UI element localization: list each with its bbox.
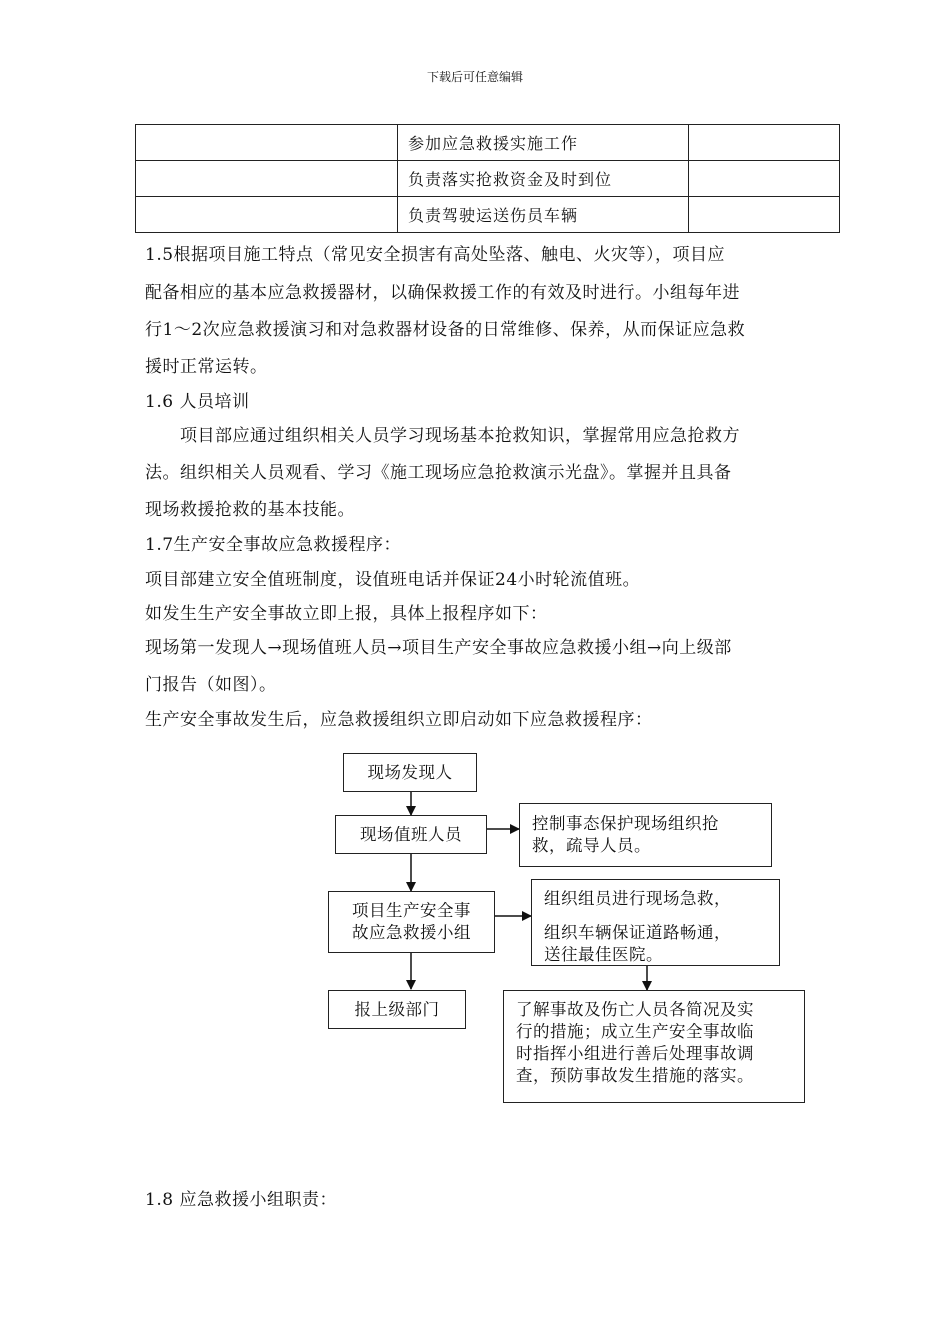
- paragraph-1-7-line: 门报告（如图）。: [145, 675, 277, 695]
- paragraph-1-6-line: 现场救援抢救的基本技能。: [145, 500, 355, 520]
- flow-box-label-line: 时指挥小组进行善后处理事故调: [516, 1044, 754, 1063]
- paragraph-1-5-line: 援时正常运转。: [145, 357, 268, 377]
- section-heading-1-8: 1.8 应急救援小组职责：: [145, 1190, 337, 1210]
- paragraph-1-7-line: 项目部建立安全值班制度，设值班电话并保证24小时轮流值班。: [145, 570, 641, 590]
- flow-box-label: 现场值班人员: [360, 824, 462, 844]
- paragraph-1-5-line: 1.5根据项目施工特点（常见安全损害有高处坠落、触电、火灾等），项目应: [145, 245, 726, 265]
- flow-box-label-line: 故应急救援小组: [352, 923, 471, 942]
- flow-box-discoverer: [343, 753, 477, 792]
- page-header: 下载后可任意编辑: [426, 70, 523, 84]
- flow-box-organize-rescue: [531, 879, 780, 966]
- paragraph-1-5-line: 行1～2次应急救援演习和对急救器材设备的日常维修、保养，从而保证应急救: [145, 320, 746, 340]
- flow-box-control-scene: [519, 803, 772, 867]
- paragraph-1-6-line: 项目部应通过组织相关人员学习现场基本抢救知识，掌握常用应急抢救方: [145, 426, 740, 446]
- flow-box-rescue-team: [328, 891, 495, 953]
- flow-box-label: 报上级部门: [354, 999, 440, 1019]
- flow-box-label-line: 组织组员进行现场急救，: [544, 889, 731, 908]
- section-heading-1-6: 1.6 人员培训: [145, 392, 250, 412]
- flow-box-label-line: 救，疏导人员。: [532, 836, 651, 855]
- paragraph-1-7-line: 如发生生产安全事故立即上报，具体上报程序如下：: [145, 604, 548, 624]
- section-heading-1-7: 1.7生产安全事故应急救援程序：: [145, 535, 402, 555]
- flow-box-label-line: 查，预防事故发生措施的落实。: [516, 1066, 754, 1085]
- flow-box-label-line: 控制事态保护现场组织抢: [532, 814, 719, 833]
- flow-box-label-line: 项目生产安全事: [352, 901, 471, 920]
- flow-box-investigate: [503, 990, 805, 1103]
- flow-box-label-line: 送往最佳医院。: [544, 945, 663, 964]
- paragraph-1-5-line: 配备相应的基本应急救援器材，以确保救援工作的有效及时进行。小组每年进: [145, 283, 740, 303]
- paragraph-1-7-line: 生产安全事故发生后，应急救援组织立即启动如下应急救援程序：: [145, 710, 653, 730]
- flow-box-duty-staff: [335, 815, 487, 854]
- flow-box-label-line: 行的措施；成立生产安全事故临: [516, 1022, 754, 1041]
- table-cell: 负责落实抢救资金及时到位: [398, 161, 689, 197]
- flow-box-report-superior: [328, 990, 466, 1029]
- table-cell: 参加应急救援实施工作: [398, 125, 689, 161]
- flow-box-label-line: 组织车辆保证道路畅通，: [544, 923, 731, 942]
- flow-box-label-line: 了解事故及伤亡人员各简况及实: [516, 1000, 754, 1019]
- paragraph-1-6-line: 法。组织相关人员观看、学习《施工现场应急抢救演示光盘》。掌握并且具备: [145, 463, 732, 483]
- flow-box-label: 现场发现人: [367, 762, 453, 782]
- table-cell: 负责驾驶运送伤员车辆: [398, 197, 689, 233]
- paragraph-1-7-line: 现场第一发现人→现场值班人员→项目生产安全事故应急救援小组→向上级部: [145, 638, 732, 658]
